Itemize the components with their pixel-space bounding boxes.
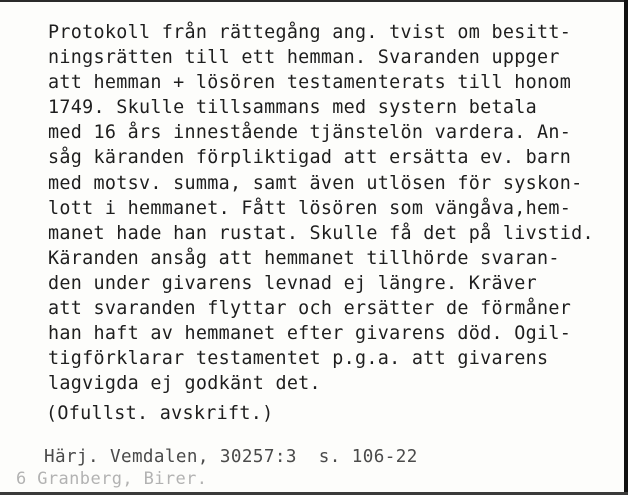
transcript-line: lagvigda ej godkänt det. bbox=[48, 373, 321, 395]
archive-reference: Härj. Vemdalen, 30257:3 s. 106-22 bbox=[44, 447, 418, 467]
transcript-line: såg käranden förpliktigad att ersätta ev. barn bbox=[48, 147, 572, 169]
transcript-line: manet hade han rustat. Skulle få det på livstid. bbox=[48, 222, 594, 244]
transcript-line: den under givarens levnad ej längre. Kräver bbox=[48, 272, 537, 294]
transcript-line: Käranden ansåg att hemmanet tillhörde svaran- bbox=[48, 247, 560, 269]
transcript-body bbox=[48, 20, 614, 396]
transcript-line: att svaranden flyttar och ersätter de förmåner bbox=[48, 298, 572, 320]
transcript-line: Protokoll från rättegång ang. tvist om besitt- bbox=[48, 22, 572, 43]
card-top-edge bbox=[0, 0, 628, 2]
faded-cut-off-line: 6 Granberg, Birer. bbox=[16, 469, 208, 489]
transcript-line: att hemman + lösören testamenterats till honom bbox=[48, 72, 572, 94]
transcription-note: (Ofullst. avskrift.) bbox=[46, 403, 274, 424]
transcript-line: med motsv. summa, samt även utlösen för syskon- bbox=[48, 172, 583, 194]
transcript-line: lott i hemmanet. Fått lösören som vängåva,hem- bbox=[48, 197, 572, 219]
transcript-line: han haft av hemmanet efter givarens död. Ogil- bbox=[48, 323, 572, 345]
transcript-line: 1749. Skulle tillsammans med systern betala bbox=[48, 97, 537, 119]
transcript-line: tigförklarar testamentet p.g.a. att givarens bbox=[48, 348, 549, 370]
card-right-edge bbox=[624, 0, 628, 495]
transcript-line: ningsrätten till ett hemman. Svaranden uppger bbox=[48, 47, 560, 69]
transcript-line: med 16 års innestående tjänstelön vardera. An- bbox=[48, 122, 572, 144]
